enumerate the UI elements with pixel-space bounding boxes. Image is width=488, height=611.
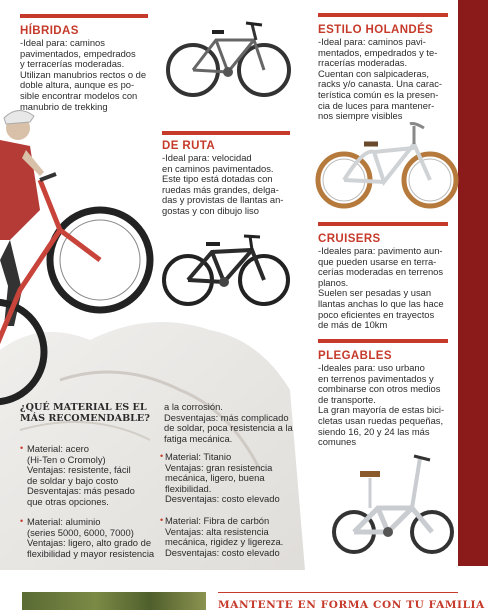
material-steel-item [20, 444, 160, 508]
side-bar [458, 0, 488, 566]
road-title: DE RUTA [162, 140, 216, 152]
material-aluminum-item [20, 517, 160, 559]
hybrids-title: HÍBRIDAS [20, 25, 79, 37]
cruisers-title: CRUISERS [318, 233, 381, 245]
hybrids-rule [20, 14, 148, 18]
hybrids-text: -Ideal para: caminos pavimentados, empedrados y terracerías moderadas. Utilizan manubrios rectos o de doble altura, aunque es po- sible encontrar modelos con manubrio de trekking [20, 37, 147, 112]
materials-title: ¿QUÉ MATERIAL ES EL MÁS RECOMENDABLE? [20, 402, 150, 424]
dutch-title: ESTILO HOLANDÉS [318, 24, 434, 36]
bullet-dot-icon: • [160, 515, 164, 525]
cruisers-text: -Ideales para: pavimento aun- que pueden usarse en terra- cerías moderadas en terrenos planos. Suelen ser pesadas y usan llantas anchas lo que las hace poco eficientes en trayectos de más de 10km [318, 245, 444, 331]
bullet-dot-icon: • [20, 443, 24, 453]
road-bike-image [160, 228, 292, 308]
footer-rule [218, 592, 458, 593]
folding-bike-image [330, 448, 458, 560]
bullet-dot-icon: • [160, 451, 164, 461]
material-aluminum-text: Material: aluminio (series 5000, 6000, 7000) Ventajas: ligero, alto grado de flexibilidad y mayor resistencia [27, 516, 155, 559]
road-text: -Ideal para: velocidad en caminos pavimentados. Este tipo está dotadas con ruedas más grandes, delga- das y provistas de llantas an- gostas y con dibujo liso [162, 152, 284, 216]
folding-title: PLEGABLES [318, 350, 392, 362]
road-rule [162, 131, 290, 135]
dutch-text: -Ideal para: caminos pavi- mentados, empedrados y te- rracerías moderadas. Cuentan con salpicaderas, racks y/o canasta. Una carac- terística común es la presen- cia de luces para mantener- nos siempre visibles [318, 36, 443, 122]
dutch-rule [318, 13, 448, 17]
folding-rule [318, 339, 448, 343]
material-steel-text: Material: acero (Hi-Ten o Cromoly) Ventajas: resistente, fácil de soldar y bajo costo Desventajas: más pesado que otras opciones. [27, 443, 135, 507]
material-titanium-text: Material: Titanio Ventajas: gran resistencia mecánica, ligero, buena flexibilidad. Desventajas: costo elevado [165, 451, 280, 505]
cruisers-rule [318, 222, 448, 226]
material-carbon-item [160, 516, 310, 558]
material-titanium-item [160, 452, 310, 505]
dutch-bike-image [314, 118, 460, 210]
hybrid-bike-image [166, 10, 292, 102]
material-carbon-text: Material: Fibra de carbón Ventajas: alta resistencia mecánica, rigidez y ligereza. Desventajas: costo elevado [165, 515, 284, 558]
bullet-dot-icon: • [20, 516, 24, 526]
folding-text: -Ideales para: uso urbano en terrenos pavimentados y combinarse con otros medios de transporte. La gran mayoría de estas bici- cletas usan ruedas pequeñas, siendo 16, 20 y 24 las más comunes [318, 362, 445, 448]
footer-photo [22, 592, 206, 610]
material-aluminum-continued-text: a la corrosión. Desventajas: más complicado de soldar, poca resistencia a la fatiga mecánica. [164, 401, 293, 444]
footer-headline: MANTENTE EN FORMA CON TU FAMILIA [218, 599, 485, 611]
